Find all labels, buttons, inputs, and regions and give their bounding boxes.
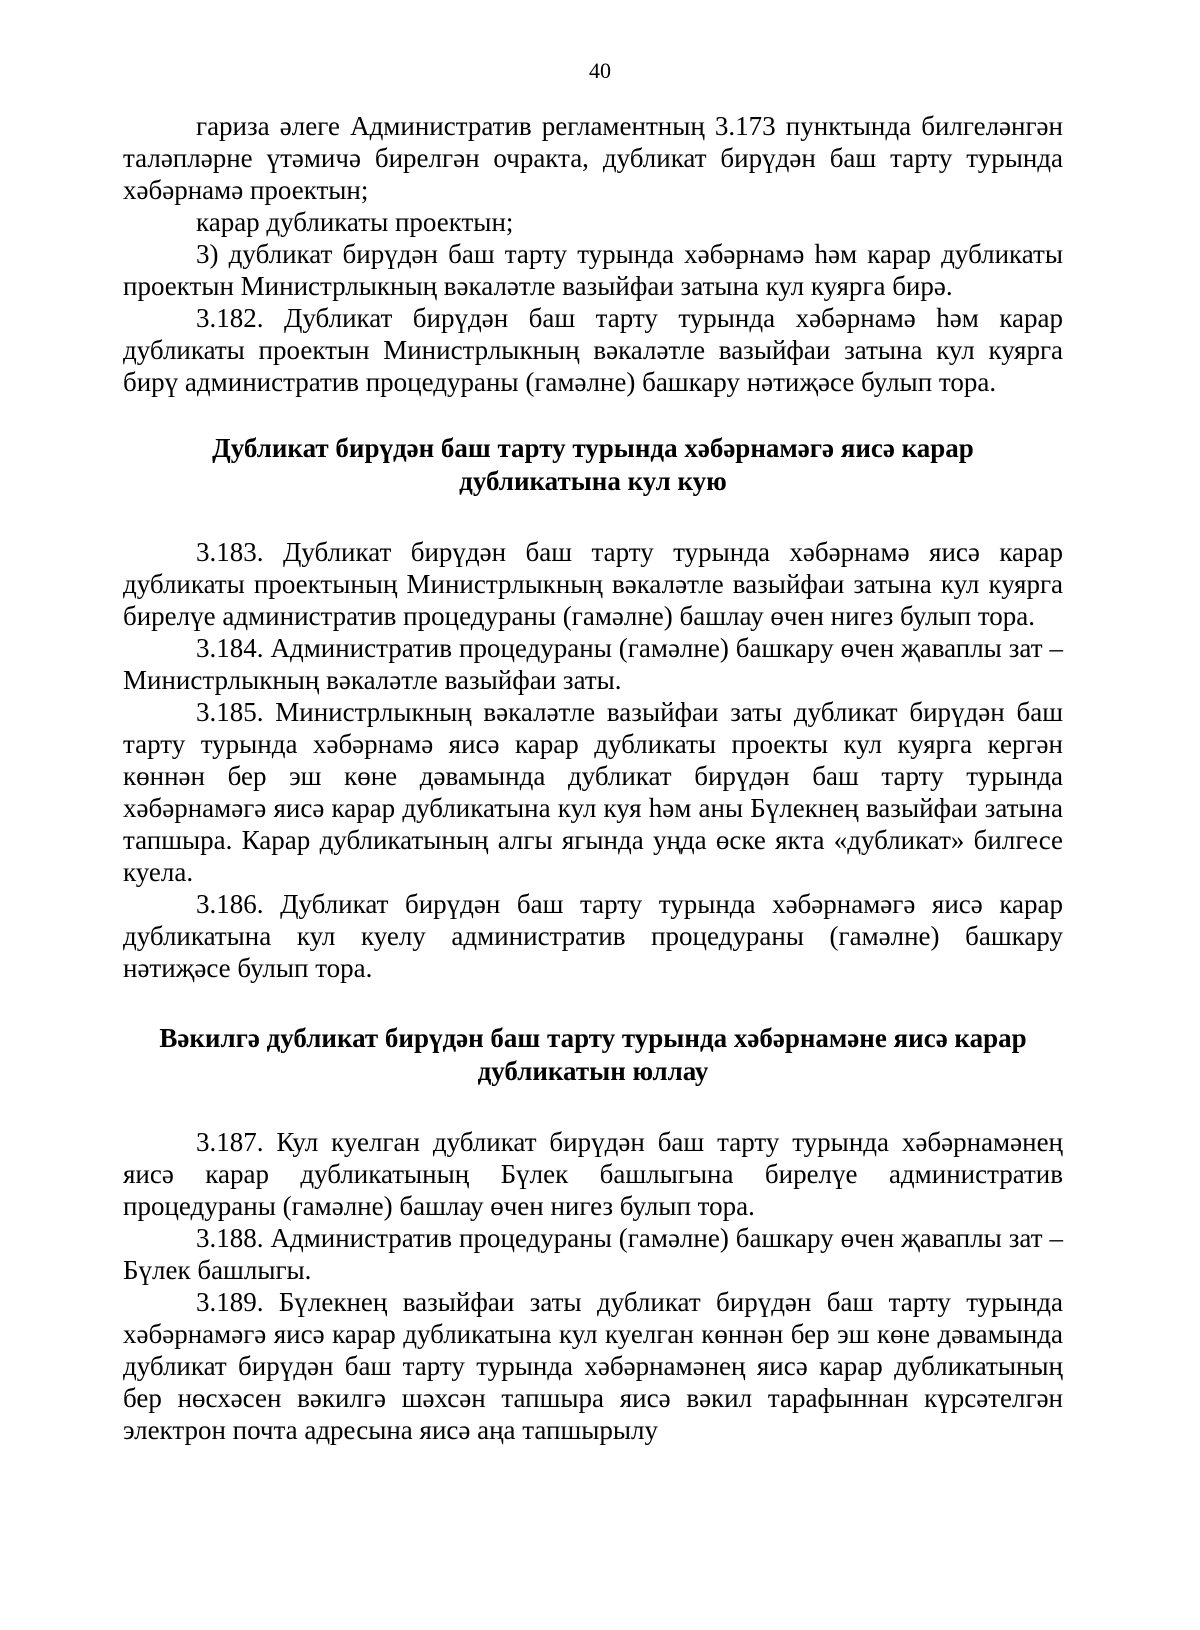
paragraph: 3.183. Дубликат бирүдән баш тарту турында хәбәрнамә яисә карар дубликаты проектының Министрлыкның вәкаләтле вазыйфаи затына кул куярга бирелүе административ процедураны (гамәлне) башлау өчен нигез булып тора. (123, 537, 1063, 631)
paragraph: 3.185. Министрлыкның вәкаләтле вазыйфаи заты дубликат бирүдән баш тарту турында хәбәрнамә яисә карар дубликаты проекты кул куярга кергән көннән бер эш көне дәвамында дубликат бирүдән баш тарту турында хәбәрнамәгә яисә карар дубликатына кул куя һәм аны Бүлекнең вазыйфаи затына тапшыра. Карар дубликатының алгы ягында уңда өске якта «дубликат» билгесе куела. (123, 697, 1063, 887)
paragraph: 3.184. Административ процедураны (гамәлне) башкару өчен җаваплы зат – Министрлыкның вәкаләтле вазыйфаи заты. (123, 633, 1063, 695)
paragraph: 3) дубликат бирүдән баш тарту турында хәбәрнамә һәм карар дубликаты проектын Министрлыкның вәкаләтле вазыйфаи затына кул куярга бирә. (123, 239, 1063, 301)
document-body (123, 110, 1063, 1446)
paragraph: 3.182. Дубликат бирүдән баш тарту турында хәбәрнамә һәм карар дубликаты проектын Министрлыкның вәкаләтле вазыйфаи затына кул куярга бирү административ процедураны (гамәлне) башкару нәтиҗәсе булып тора. (123, 303, 1063, 397)
section-heading (123, 1022, 1063, 1088)
section-heading (123, 432, 1063, 498)
paragraph: 3.187. Кул куелган дубликат бирүдән баш тарту турында хәбәрнамәнең яисә карар дубликатының Бүлек башлыгына бирелүе административ процедураны (гамәлне) башлау өчен нигез булып тора. (123, 1127, 1063, 1221)
section-heading-line: дубликатын юллау (477, 1056, 709, 1086)
paragraph: 3.186. Дубликат бирүдән баш тарту турында хәбәрнамәгә яисә карар дубликатына кул куелу административ процедураны (гамәлне) башкару нәтиҗәсе булып тора. (123, 889, 1063, 983)
section-heading-line: Дубликат бирүдән баш тарту турында хәбәрнамәгә яисә карар (212, 433, 974, 463)
section-heading-line: дубликатына кул кую (459, 466, 727, 496)
paragraph: 3.188. Административ процедураны (гамәлне) башкару өчен җаваплы зат – Бүлек башлыгы. (123, 1223, 1063, 1285)
paragraph: 3.189. Бүлекнең вазыйфаи заты дубликат бирүдән баш тарту турында хәбәрнамәгә яисә карар дубликатына кул куелган көннән бер эш көне дәвамында дубликат бирүдән баш тарту турында хәбәрнамәнең яисә карар дубликатының бер нөсхәсен вәкилгә шәхсән тапшыра яисә вәкил тарафыннан күрсәтелгән электрон почта адресына яисә аңа тапшырылу (123, 1287, 1063, 1445)
paragraph: карар дубликаты проектын; (196, 207, 514, 237)
section-heading-line: Вәкилгә дубликат бирүдән баш тарту турында хәбәрнамәне яисә карар (159, 1023, 1027, 1053)
page-number: 40 (589, 58, 611, 83)
paragraph: гариза әлеге Административ регламентның 3.173 пунктында билгеләнгән таләпләрне үтәмичә бирелгән очракта, дубликат бирүдән баш тарту турында хәбәрнамә проектын; (123, 111, 1063, 205)
